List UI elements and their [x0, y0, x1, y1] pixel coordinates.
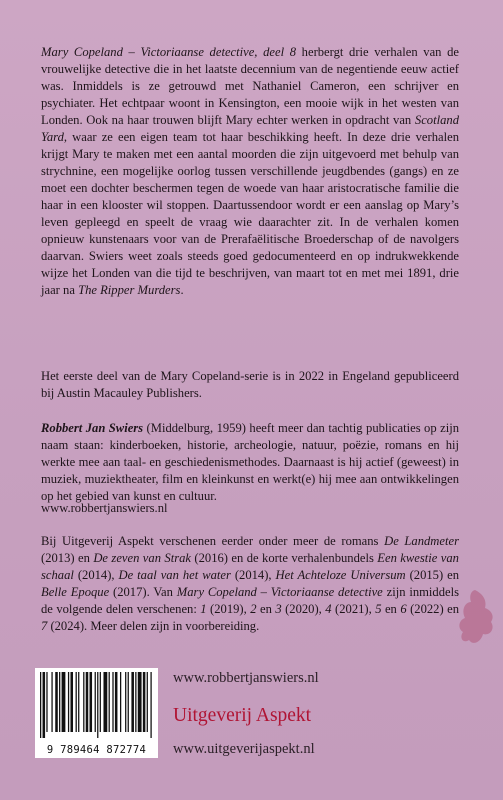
volume-number: 6	[400, 602, 407, 616]
synopsis-text-b: , waar ze een eigen team tot haar beschikking heeft. In deze drie verhalen krijgt Mary te maken met een aantal moorden die zijn uitgevoerd met behulp van strychnine, een mogelijke oorlog tussen verschillende jeugdbendes (gangs) en ze moet een dochter beschermen tegen de woede van haar aristocratische familie die haar in een klooster wil stoppen. Daartussendoor wordt er een aanslag op Mary’s leven gepleegd en speelt de vraag wie daarachter zit. In de verhalen komen opnieuw kunstenaars voor van de Prerafaëlitische Broederschap of de navolgers daarvan. Swiers weet zoals steeds goed gedocumenteerd en op indrukwekkende wijze het Londen van die tijd te beschrijven, van maart tot en met mei 1891, drie jaar na	[41, 130, 459, 297]
barcode-bars	[40, 672, 153, 738]
barcode-bar	[143, 672, 146, 732]
bibliography-text: (2014),	[230, 568, 276, 582]
barcode-bar	[68, 672, 69, 732]
paint-splash-decoration	[457, 588, 497, 648]
book-title: De Landmeter	[384, 534, 459, 548]
synopsis-paragraph	[41, 44, 459, 299]
book-title: De taal van het water	[118, 568, 231, 582]
barcode-bar	[147, 672, 148, 732]
scotland-yard-term: Scotland Yard	[41, 113, 459, 144]
bibliography-text: en	[256, 602, 276, 616]
isbn-number: 9 789464 872774	[46, 744, 147, 756]
publisher-name: Uitgeverij Aspekt	[173, 705, 312, 726]
author-bio-paragraph	[41, 420, 459, 505]
barcode-bar	[76, 672, 77, 732]
author-bio-text: (Middelburg, 1959) heeft meer dan tachtig publicaties op zijn naam staan: kinderboeken, historie, archeologie, natuur, poëzie, romans en hij werkte mee aan taal- en geschiedenismethodes. Daarnaast is hij actief (geweest) in muziek, muziektheater, film en kleinkunst en werkt(e) hij mee aan ontwikkelingen op het gebied van kunst en cultuur.	[41, 421, 459, 503]
barcode-bar	[70, 672, 73, 732]
bibliography-text: (2013) en	[41, 551, 94, 565]
volume-number: 7	[41, 619, 48, 633]
bibliography-text: (2015) en	[405, 568, 459, 582]
volume-number: 1	[200, 602, 207, 616]
barcode-bar	[128, 672, 129, 732]
bibliography-text: Bij Uitgeverij Aspekt verschenen eerder onder meer de romans	[41, 534, 385, 548]
isbn-barcode	[35, 668, 158, 758]
barcode-bar	[62, 672, 66, 732]
barcode-bar	[59, 672, 60, 732]
barcode-bar	[103, 672, 107, 732]
barcode-bar	[109, 672, 110, 732]
synopsis-text-a: herbergt drie verhalen van de vrouwelijke detective die in het laatste decennium van de negentiende eeuw actief was. Inmiddels is ze getrouwd met Nathaniel Cameron, een schrijver en psychiater. Het echtpaar woont in Kensington, een mooie wijk in het westen van Londen. Ook na haar trouwen blijft Mary echter werken in opdracht van	[41, 45, 459, 127]
bibliography-paragraph	[41, 533, 459, 635]
bibliography-text: (2022) en	[406, 602, 459, 616]
barcode-bar	[135, 672, 136, 732]
barcode-bar	[90, 672, 93, 732]
book-title: De zeven van Strak	[93, 551, 191, 565]
volume-number: 2	[250, 602, 257, 616]
volume-number: 3	[275, 602, 282, 616]
series-note-text: Het eerste deel van de Mary Copeland-serie is in 2022 in Engeland gepubliceerd bij Austin Macauley Publishers.	[41, 369, 459, 400]
barcode-bar	[138, 672, 142, 732]
barcode-bar	[131, 672, 134, 732]
ripper-murders-title: The Ripper Murders	[78, 283, 181, 297]
barcode-bar	[86, 672, 89, 732]
barcode-bar	[115, 672, 118, 732]
bibliography-text: zijn inmiddels de volgende delen verschenen:	[41, 585, 459, 616]
author-name: Robbert Jan Swiers	[41, 421, 144, 435]
volume-number: 4	[325, 602, 332, 616]
barcode-bar	[97, 672, 98, 738]
barcode-bar	[43, 672, 46, 738]
barcode-bar	[112, 672, 113, 732]
barcode-bar	[125, 672, 126, 732]
book-title: Een kwestie van schaal	[41, 551, 459, 582]
bibliography-text: (2017). Van	[109, 585, 177, 599]
author-website-text: www.robbertjanswiers.nl	[41, 501, 168, 515]
bibliography-text: (2024). Meer delen zijn in voorbereiding.	[47, 619, 260, 633]
bibliography-text: (2016) en de korte verhalenbundels	[191, 551, 378, 565]
barcode-bar	[95, 672, 96, 732]
book-title: Het Achteloze Universum	[275, 568, 406, 582]
series-note-paragraph	[41, 368, 459, 402]
barcode-bar	[55, 672, 58, 732]
book-title: Mary Copeland – Victoriaanse detective, deel 8	[41, 45, 297, 59]
bibliography-text: (2014),	[73, 568, 119, 582]
barcode-bar	[78, 672, 79, 732]
barcode-bar	[51, 672, 52, 732]
barcode-bar	[120, 672, 121, 732]
bibliography-text: (2019),	[206, 602, 251, 616]
volume-number: 5	[375, 602, 382, 616]
publisher-website-link[interactable]: www.uitgeverijaspekt.nl	[173, 741, 315, 757]
barcode-bar	[46, 672, 47, 732]
bibliography-text: (2021),	[331, 602, 376, 616]
barcode-bar	[150, 672, 151, 738]
author-website-link[interactable]: www.robbertjanswiers.nl	[173, 670, 319, 686]
book-title: Belle Epoque	[41, 585, 110, 599]
bibliography-text: en	[381, 602, 401, 616]
barcode-bar	[83, 672, 84, 732]
series-title: Mary Copeland – Victoriaanse detective	[176, 585, 383, 599]
synopsis-end: .	[180, 283, 184, 297]
barcode-bar	[40, 672, 41, 738]
barcode-bar	[100, 672, 101, 732]
bibliography-text: (2020),	[281, 602, 326, 616]
author-website-paragraph	[41, 500, 459, 517]
